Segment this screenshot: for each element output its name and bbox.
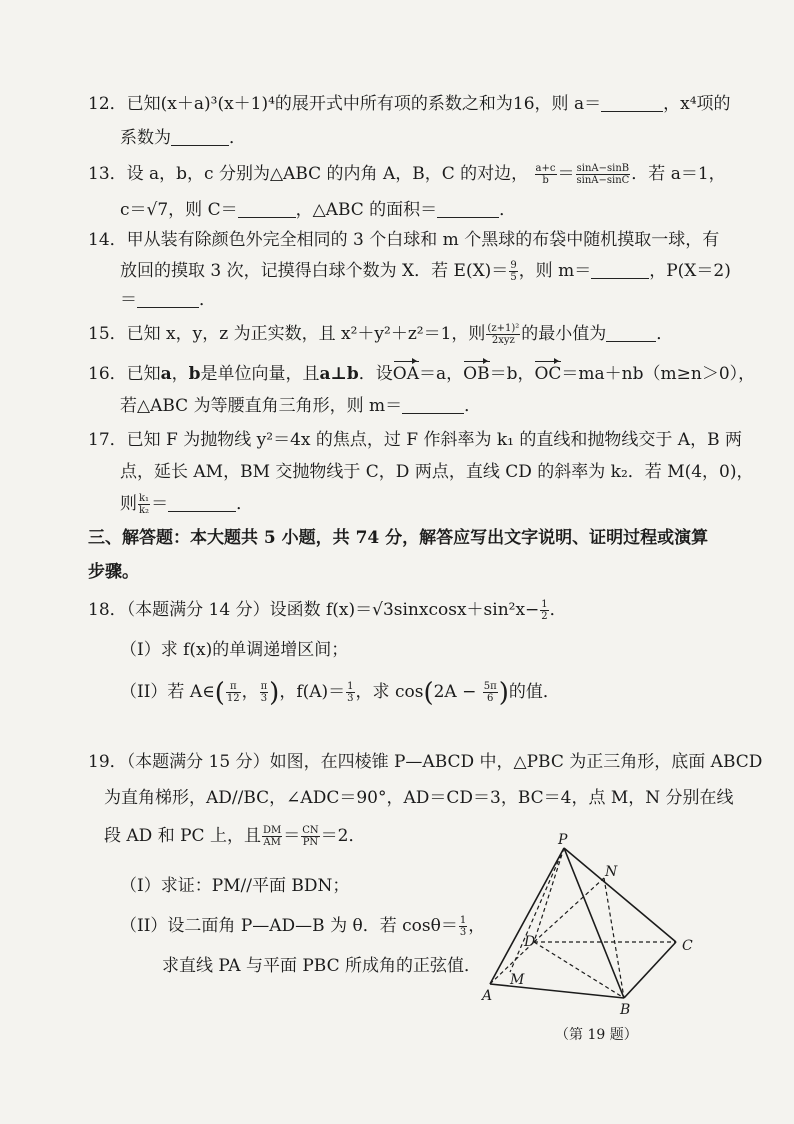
question-19-line-2: 为直角梯形，AD//BC，∠ADC＝90°，AD＝CD＝3，BC＝4，点 M，N 分别在线 — [104, 788, 734, 808]
numerator: k₁ — [139, 493, 150, 504]
open-paren: ( — [423, 678, 434, 708]
numerator: sinA−sinB — [576, 163, 630, 174]
question-14-line-3 — [120, 288, 216, 312]
question-12-line-2 — [120, 126, 246, 150]
question-text: 的值． — [508, 682, 560, 702]
vector-a: a — [160, 364, 172, 384]
question-text: ．若 a＝1， — [631, 164, 726, 184]
question-text: ． — [499, 200, 517, 220]
numerator: 1 — [541, 599, 548, 610]
fraction — [260, 681, 269, 704]
denominator: k₂ — [139, 505, 150, 516]
fraction — [226, 681, 241, 704]
question-text: ． — [656, 324, 674, 344]
question-text: 是单位向量，且 — [200, 364, 320, 384]
answer-blank — [171, 128, 229, 146]
label-b: B — [620, 1002, 631, 1018]
question-text: 段 AD 和 PC 上，且 — [104, 826, 261, 846]
question-text: ，△ABC 的面积＝ — [295, 200, 438, 220]
fraction — [540, 599, 548, 622]
answer-blank — [168, 494, 236, 512]
question-text: 设 a，b，c 分别为△ABC 的内角 A，B，C 的对边， — [126, 164, 529, 184]
question-text: 放回的摸取 3 次，记摸得白球个数为 X．若 E(X)＝ — [120, 261, 509, 281]
question-text: 系数为 — [120, 128, 171, 148]
question-text: ，x⁴项的 — [663, 94, 731, 114]
question-text: ＝b， — [489, 364, 535, 384]
question-text: 已知(x＋a)³(x＋1)⁴的展开式中所有项的系数之和为16，则 a＝ — [126, 94, 602, 114]
fraction — [262, 825, 282, 848]
section-heading-line-2: 步骤。 — [88, 562, 139, 582]
edge-bc — [624, 942, 676, 998]
question-text: 已知 F 为抛物线 y²＝4x 的焦点，过 F 作斜率为 k₁ 的直线和抛物线交于 A，B 两 — [126, 430, 742, 450]
fraction — [535, 163, 557, 186]
denominator: 3 — [347, 693, 354, 704]
denominator: AM — [263, 837, 281, 848]
question-16-line-1 — [88, 360, 755, 386]
edge-pa — [490, 848, 564, 984]
question-number: 12． — [88, 94, 127, 114]
equals-sign: ＝ — [283, 826, 301, 846]
denominator: 2xyz — [491, 335, 515, 346]
perpendicular-condition: a⊥b — [319, 364, 359, 384]
question-17-line-1 — [88, 428, 742, 452]
denominator: 3 — [459, 927, 467, 938]
question-text: ，P(X＝2) — [649, 261, 731, 281]
answer-blank — [601, 94, 663, 112]
denominator: 3 — [260, 693, 268, 704]
question-text: ， — [241, 682, 259, 702]
open-paren: ( — [214, 678, 225, 708]
denominator: b — [542, 175, 549, 186]
pyramid-figure — [474, 832, 706, 1050]
answer-blank — [437, 200, 499, 218]
question-19-line-3 — [104, 824, 365, 848]
question-text: 已知 x，y，z 为正实数，且 x²＋y²＋z²＝1，则 — [126, 324, 486, 344]
question-18-part-1: （I）求 f(x)的单调递增区间； — [120, 640, 349, 660]
question-17-line-3 — [120, 492, 253, 516]
equals-sign: ＝ — [557, 164, 575, 184]
answer-blank — [402, 396, 464, 414]
question-13-line-2 — [120, 198, 516, 222]
question-14-line-2 — [120, 259, 731, 283]
fraction — [346, 681, 354, 704]
answer-blank — [606, 324, 656, 342]
figure-caption: （第 19 题） — [555, 1027, 638, 1043]
question-number: 19． — [88, 752, 127, 772]
question-text: 的最小值为 — [521, 324, 607, 344]
label-c: C — [682, 938, 693, 954]
numerator: 5π — [483, 681, 497, 692]
label-m: M — [510, 972, 525, 988]
fraction — [459, 915, 467, 938]
question-text: 点，延长 AM，BM 交抛物线于 C，D 两点，直线 CD 的斜率为 k₂．若 M(4，0)， — [120, 462, 754, 482]
question-number: 17． — [88, 430, 127, 450]
label-p: P — [558, 832, 568, 848]
question-text: ＝ — [151, 494, 169, 514]
answer-blank — [238, 200, 296, 218]
question-18-part-2 — [120, 678, 560, 708]
vector-oc: OC — [534, 360, 561, 386]
numerator: 1 — [347, 681, 354, 692]
vector-ob: OB — [463, 360, 489, 386]
question-text: ＝2． — [320, 826, 366, 846]
question-text: （II）若 A∈ — [120, 682, 215, 702]
answer-blank — [137, 290, 199, 308]
question-text: 甲从装有除颜色外完全相同的 3 个白球和 m 个黑球的布袋中随机摸取一球，有 — [126, 230, 720, 250]
question-text: ．设 — [358, 364, 393, 384]
denominator: 2 — [541, 611, 548, 622]
denominator: 6 — [487, 693, 494, 704]
fraction — [509, 260, 517, 283]
question-text: ，求 cos — [355, 682, 424, 702]
vector-b: b — [188, 364, 201, 384]
question-text: （本题满分 15 分）如图，在四棱锥 P—ABCD 中，△PBC 为正三角形，底面 ABCD — [126, 752, 763, 772]
question-15-line-1 — [88, 322, 673, 346]
fraction — [576, 163, 631, 186]
question-text: 若△ABC 为等腰直角三角形，则 m＝ — [120, 396, 403, 416]
denominator: PN — [302, 837, 319, 848]
question-text: （II）设二面角 P—AD—B 为 θ．若 cosθ＝ — [120, 916, 458, 936]
question-text: ＝ma＋nb（m≥n＞0）， — [561, 364, 756, 384]
question-text: ． — [464, 396, 482, 416]
question-number: 18． — [88, 600, 127, 620]
question-18-line-1 — [88, 598, 567, 622]
question-text: 则 — [120, 494, 137, 514]
fraction — [301, 825, 319, 848]
segment-pm — [510, 848, 564, 972]
question-text: ． — [236, 494, 254, 514]
question-text: ． — [549, 600, 567, 620]
question-text: ，则 m＝ — [518, 261, 592, 281]
label-d: D — [524, 934, 536, 950]
question-19-part-2-cont: 求直线 PA 与平面 PBC 所成角的正弦值． — [162, 956, 482, 976]
question-19-line-1 — [88, 750, 762, 774]
question-number: 13． — [88, 164, 127, 184]
close-paren: ) — [498, 678, 509, 708]
question-text: （本题满分 14 分）设函数 f(x)＝√3sinxcosx＋sin²x− — [126, 600, 540, 620]
question-19-part-2 — [120, 914, 485, 938]
numerator: CN — [302, 825, 319, 836]
question-text: c＝√7，则 C＝ — [120, 200, 238, 220]
question-text: ． — [199, 290, 216, 310]
fraction — [483, 681, 498, 704]
question-text: ， — [468, 916, 486, 936]
question-13-line-1 — [88, 162, 726, 186]
denominator: 12 — [226, 693, 240, 704]
label-n: N — [605, 864, 618, 880]
answer-blank — [591, 261, 649, 279]
numerator: (z+1)² — [487, 323, 520, 334]
denominator: 5 — [510, 272, 517, 283]
question-text: 2A − — [433, 682, 482, 702]
question-text: ， — [171, 364, 189, 384]
denominator: sinA−sinC — [576, 175, 630, 186]
fraction — [486, 323, 520, 346]
vector-oa: OA — [393, 360, 419, 386]
label-a: A — [482, 988, 493, 1004]
fraction — [138, 493, 150, 516]
question-text: ＝ — [120, 290, 137, 310]
question-16-line-2 — [120, 394, 481, 418]
question-19-part-1: （I）求证：PM//平面 BDN； — [120, 876, 350, 896]
close-paren: ) — [269, 678, 280, 708]
question-text: ． — [229, 128, 246, 148]
numerator: a+c — [535, 163, 556, 174]
numerator: 9 — [510, 260, 517, 271]
question-14-line-1 — [88, 228, 719, 252]
question-text: ＝a， — [419, 364, 464, 384]
question-text: ，f(A)＝ — [279, 682, 346, 702]
question-12-line-1 — [88, 92, 731, 116]
question-number: 16． — [88, 364, 127, 384]
question-17-line-2 — [120, 460, 754, 484]
numerator: 1 — [459, 915, 467, 926]
numerator: DM — [262, 825, 282, 836]
numerator: π — [260, 681, 268, 692]
section-heading-line-1: 三、解答题：本大题共 5 小题，共 74 分，解答应写出文字说明、证明过程或演算 — [88, 528, 709, 548]
question-number: 15． — [88, 324, 127, 344]
question-text: 已知 — [126, 364, 161, 384]
edge-pc — [564, 848, 676, 942]
question-number: 14． — [88, 230, 127, 250]
numerator: π — [226, 681, 241, 693]
